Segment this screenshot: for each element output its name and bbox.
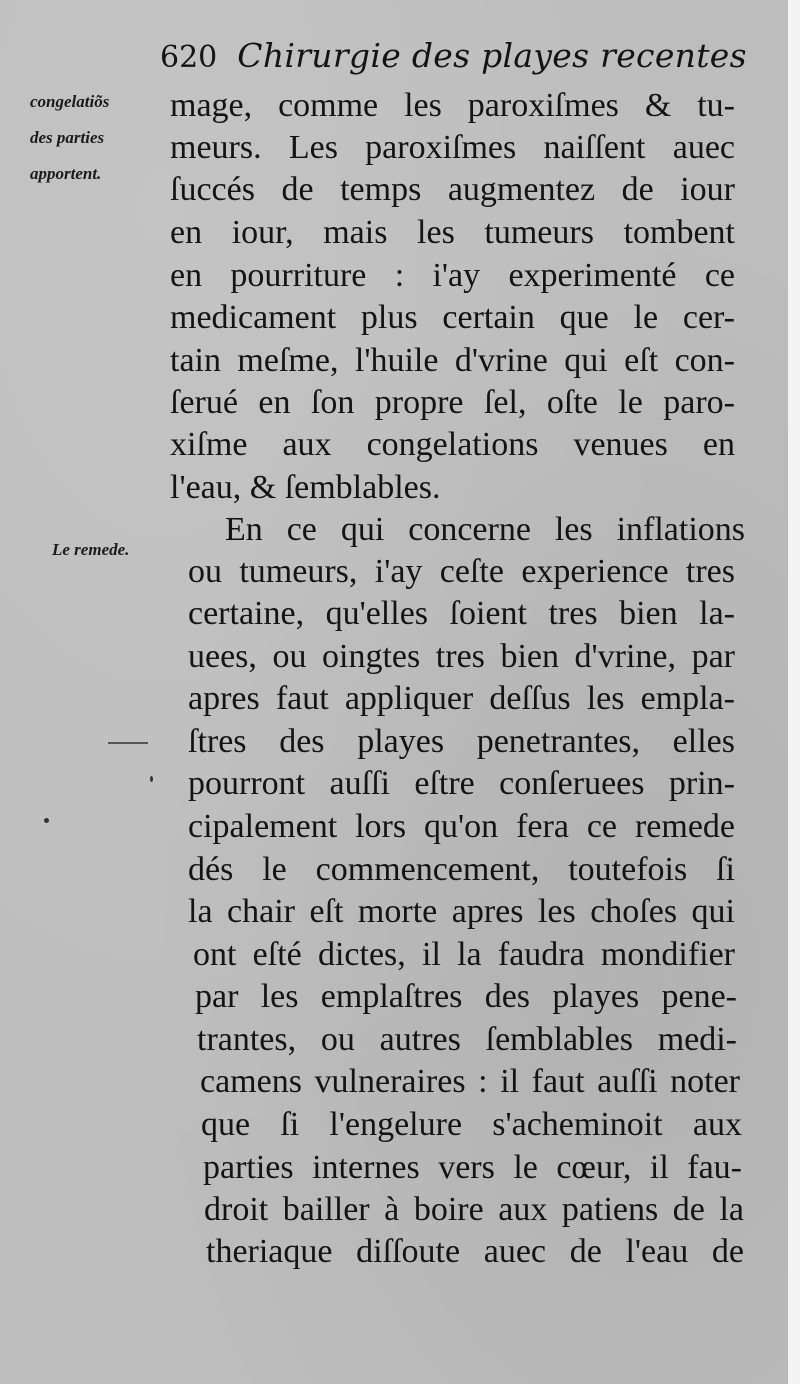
text-line: certaine, qu'elles ſoient tres bien la- (188, 595, 735, 632)
ink-stroke (108, 742, 148, 744)
text-line: theriaque diſſoute auec de l'eau de (206, 1233, 744, 1270)
text-line: En ce qui concerne les inflations (225, 511, 745, 548)
margin-note-line: congelatiõs (30, 92, 110, 111)
page-edge (788, 0, 800, 1384)
text-line: pourront auſſi eſtre conſeruees prin- (188, 765, 735, 802)
margin-note-remede (52, 532, 182, 568)
ink-speck (44, 818, 49, 823)
text-line: par les emplaſtres des playes pene- (195, 978, 737, 1015)
text-line: la chair eſt morte apres les choſes qui (188, 893, 735, 930)
margin-note-congelations (30, 84, 155, 192)
text-line: uees, ou oingtes tres bien d'vrine, par (188, 638, 735, 675)
margin-note-line: apportent. (30, 164, 102, 183)
page-number: 620 (160, 40, 218, 75)
running-title: Chirurgie des playes recentes (237, 36, 747, 75)
text-line: l'eau, & ſemblables. (170, 469, 441, 506)
text-line: ont eſté dictes, il la faudra mondifier (193, 936, 735, 973)
running-header (160, 36, 747, 78)
text-line: droit bailler à boire aux patiens de la (204, 1191, 744, 1228)
text-line: ſuccés de temps augmentez de iour (170, 171, 735, 208)
text-line: cipalement lors qu'on fera ce remede (188, 808, 735, 845)
margin-note-line: Le remede. (52, 540, 130, 559)
text-line: xiſme aux congelations venues en (170, 426, 735, 463)
text-line: en iour, mais les tumeurs tombent (170, 214, 735, 251)
text-line: ou tumeurs, i'ay ceſte experience tres (188, 553, 735, 590)
text-line: parties internes vers le cœur, il fau- (203, 1149, 742, 1186)
text-line: medicament plus certain que le cer- (170, 299, 735, 336)
text-line: dés le commencement, toutefois ſi (188, 851, 735, 888)
text-line: apres faut appliquer deſſus les empla- (188, 680, 735, 717)
text-line: en pourriture : i'ay experimenté ce (170, 257, 735, 294)
text-line: mage, comme les paroxiſmes & tu- (170, 87, 735, 124)
margin-note-line: des parties (30, 128, 105, 147)
text-line: que ſi l'engelure s'acheminoit aux (201, 1106, 742, 1143)
text-line: tain meſme, l'huile d'vrine qui eſt con- (170, 342, 735, 379)
text-line: meurs. Les paroxiſmes naiſſent auec (170, 129, 735, 166)
ink-speck (150, 776, 153, 782)
text-line: trantes, ou autres ſemblables medi- (197, 1021, 737, 1058)
text-line: camens vulneraires : il faut auſſi noter (200, 1063, 740, 1100)
text-line: ſtres des playes penetrantes, elles (188, 723, 735, 760)
text-line: ſerué en ſon propre ſel, oſte le paro- (170, 384, 735, 421)
